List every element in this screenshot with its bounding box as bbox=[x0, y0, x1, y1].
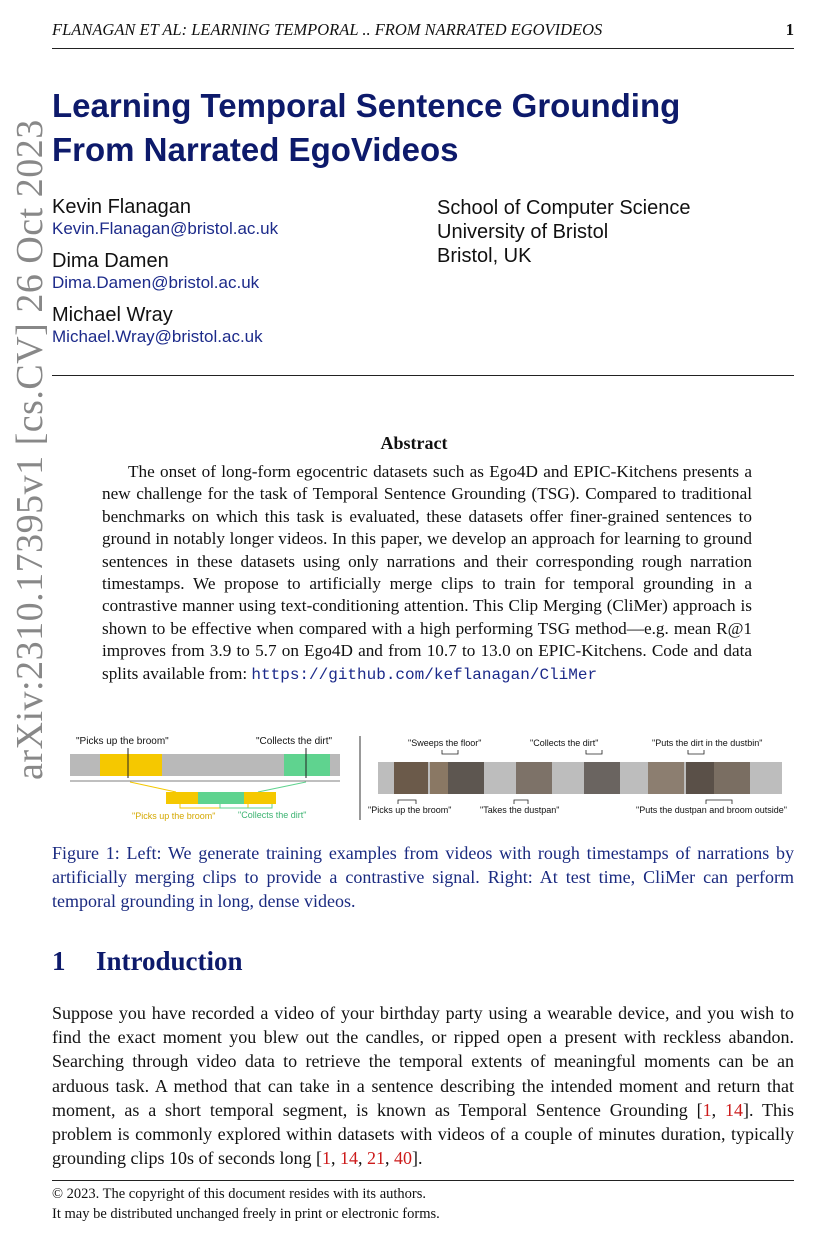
arxiv-stamp: arXiv:2310.17395v1 [cs.CV] 26 Oct 2023 bbox=[9, 119, 51, 780]
running-head: FLANAGAN ET AL: LEARNING TEMPORAL .. FROM NARRATED EGOVIDEOS bbox=[52, 20, 603, 39]
right-label-bottom-1: "Picks up the broom" bbox=[368, 805, 452, 815]
header-rule bbox=[52, 48, 794, 49]
author-email[interactable]: Michael.Wray@bristol.ac.uk bbox=[52, 327, 263, 346]
bracket bbox=[398, 800, 416, 804]
video-frame bbox=[516, 762, 552, 794]
video-frame bbox=[394, 762, 428, 794]
section-number: 1 bbox=[52, 946, 66, 976]
video-frame bbox=[584, 762, 620, 794]
abstract-text: The onset of long-form egocentric datasets such as Ego4D and EPIC-Kitchens presents a new challenge for the task of Temporal Sentence Grounding (TSG). Compared to traditional benchmarks on which this task is evaluated, these datasets offer finer-grained sentences to ground in notably longer videos. In this paper, we develop an approach for learning to ground sentences in these datasets using only narrations and their corresponding rough narration timestamps. We propose to artificially merge clips to train for temporal grounding in a contrastive manner using text-conditioning attention. This Clip Merging (CliMer) approach is shown to be effective when compared with a high performing TSG method—e.g. mean R@1 improves from 3.9 to 5.7 on Ego4D and from 10.7 to 13.0 on EPIC-Kitchens. Code and data splits available from: bbox=[102, 462, 752, 683]
citation-link[interactable]: 14 bbox=[724, 1099, 743, 1120]
bracket bbox=[514, 800, 528, 804]
merge-bracket bbox=[220, 804, 272, 808]
author-block bbox=[52, 304, 278, 358]
footer-line-2: It may be distributed unchanged freely in print or electronic forms. bbox=[52, 1206, 440, 1222]
section-heading bbox=[52, 946, 243, 977]
author-email[interactable]: Dima.Damen@bristol.ac.uk bbox=[52, 273, 260, 292]
citation-link[interactable]: 21 bbox=[366, 1148, 385, 1169]
intro-text: Suppose you have recorded a video of your birthday party using a wearable device, and you wish to find the exact moment you blew out the candles, or ripped open a present with reckless abandon. Searching through video data to retrieve the temporal extents of meaningful moments can be an arduous task. A method that can take in a sentence describing the intended moment and return that moment, as a short temporal segment, is known as Temporal Sentence Grounding [ bbox=[52, 1003, 794, 1120]
video-frame bbox=[648, 762, 684, 794]
bracket bbox=[706, 800, 732, 804]
clip-segment-yellow bbox=[100, 754, 162, 776]
title-line-1: Learning Temporal Sentence Grounding bbox=[52, 87, 681, 124]
author-name: Michael Wray bbox=[52, 304, 173, 326]
author-list bbox=[52, 196, 278, 358]
affiliation-line-1: School of Computer Science bbox=[437, 197, 691, 219]
bracket bbox=[586, 750, 602, 754]
author-block bbox=[52, 250, 278, 304]
left-label-top-2: "Collects the dirt" bbox=[256, 736, 333, 747]
affiliation bbox=[437, 196, 690, 268]
merge-arrow-green bbox=[258, 782, 306, 792]
intro-text: ]. bbox=[411, 1148, 423, 1169]
citation-link[interactable]: 40 bbox=[393, 1148, 412, 1169]
author-name: Kevin Flanagan bbox=[52, 196, 191, 218]
intro-text: , bbox=[711, 1099, 725, 1120]
citation-link[interactable]: 1 bbox=[702, 1099, 712, 1120]
paper-title bbox=[52, 84, 792, 172]
intro-text: , bbox=[384, 1148, 394, 1169]
page-number: 1 bbox=[785, 20, 794, 39]
bracket bbox=[688, 750, 704, 754]
right-label-bottom-3: "Puts the dustpan and broom outside" bbox=[636, 805, 787, 815]
right-label-top-3: "Puts the dirt in the dustbin" bbox=[652, 738, 763, 748]
merged-clip-green bbox=[198, 792, 244, 804]
abstract-body bbox=[102, 461, 752, 686]
left-label-bottom-1: "Picks up the broom" bbox=[132, 811, 216, 821]
footer bbox=[52, 1184, 440, 1224]
merge-bracket bbox=[180, 804, 248, 808]
intro-text: , bbox=[357, 1148, 367, 1169]
footer-rule bbox=[52, 1180, 794, 1181]
footer-line-1: © 2023. The copyright of this document resides with its authors. bbox=[52, 1186, 427, 1202]
video-frame bbox=[714, 762, 750, 794]
figure-left-panel bbox=[70, 736, 340, 821]
figure-right-panel bbox=[368, 738, 787, 815]
citation-link[interactable]: 14 bbox=[339, 1148, 358, 1169]
figure-1 bbox=[52, 728, 794, 828]
bracket bbox=[442, 750, 458, 754]
intro-paragraph bbox=[52, 1001, 794, 1170]
left-label-top-1: "Picks up the broom" bbox=[76, 736, 169, 747]
right-label-bottom-2: "Takes the dustpan" bbox=[480, 805, 560, 815]
intro-text: ]. This problem is commonly explored within datasets with videos of a couple of minutes duration, typically grounding clips 10s of seconds long [ bbox=[52, 1099, 795, 1169]
right-label-top-2: "Collects the dirt" bbox=[530, 738, 599, 748]
code-link[interactable]: https://github.com/keflanagan/CliMer bbox=[251, 665, 598, 684]
affiliation-line-2: University of Bristol bbox=[437, 221, 609, 243]
right-label-top-1: "Sweeps the floor" bbox=[408, 738, 482, 748]
merged-clip-yellow bbox=[166, 792, 198, 804]
affiliation-line-3: Bristol, UK bbox=[437, 245, 532, 267]
section-title: Introduction bbox=[96, 946, 243, 976]
merged-clip-yellow bbox=[244, 792, 276, 804]
abstract-heading: Abstract bbox=[380, 433, 448, 453]
author-email[interactable]: Kevin.Flanagan@bristol.ac.uk bbox=[52, 219, 279, 238]
intro-text: , bbox=[330, 1148, 340, 1169]
figure-caption: Figure 1: Left: We generate training examples from videos with rough timestamps of narrations by artificially merging clips to provide a contrastive signal. Right: At test time, CliMer can perform temporal grounding in long, dense videos. bbox=[52, 843, 794, 911]
clip-segment-green bbox=[284, 754, 330, 776]
merge-arrow-yellow bbox=[130, 782, 176, 792]
title-line-2: From Narrated EgoVideos bbox=[52, 131, 459, 168]
left-label-bottom-2: "Collects the dirt" bbox=[238, 810, 307, 820]
citation-link[interactable]: 1 bbox=[321, 1148, 331, 1169]
author-block bbox=[52, 196, 278, 250]
author-name: Dima Damen bbox=[52, 250, 169, 272]
title-rule bbox=[52, 375, 794, 376]
video-frame bbox=[448, 762, 484, 794]
